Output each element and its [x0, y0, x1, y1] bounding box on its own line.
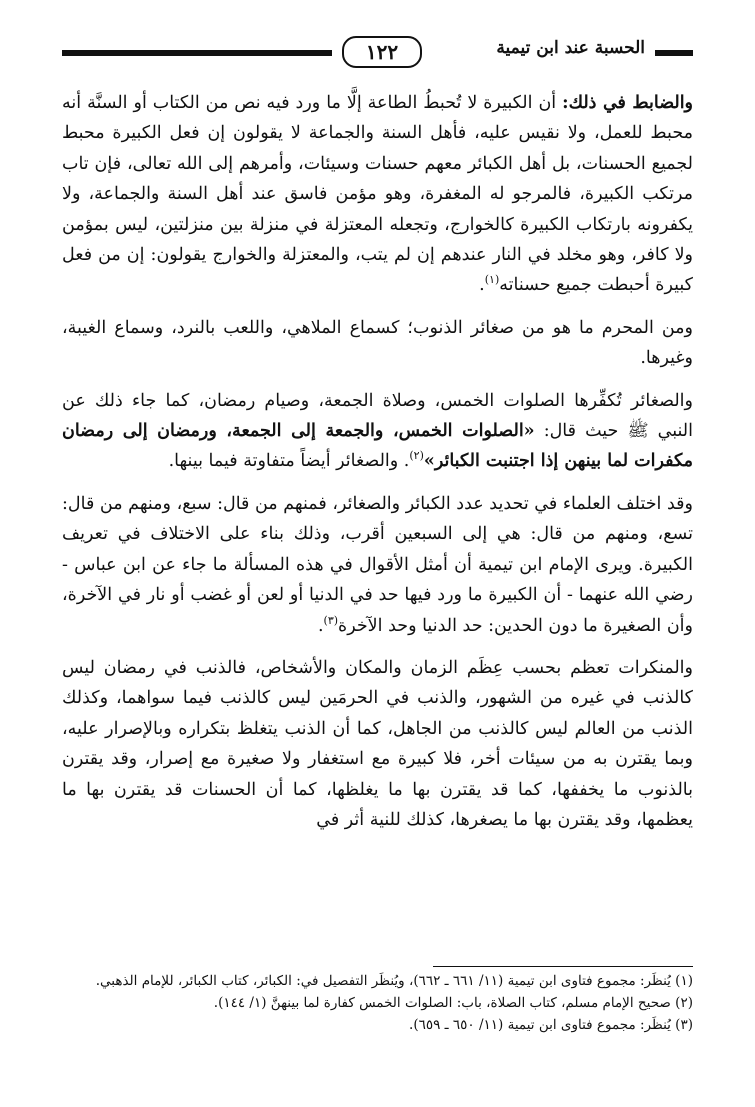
hadith-quote: «الصلوات الخمس، والجمعة إلى الجمعة، ورمضان إلى رمضان مكفرات لما بينهن إذا اجتنبت الكبائر» — [62, 421, 693, 472]
footnote-ref-2[interactable]: (٢) — [409, 449, 424, 463]
paragraph-1 — [62, 88, 693, 301]
footnote-separator — [433, 966, 693, 967]
paragraph-text: والمنكرات تعظم بحسب عِظَم الزمان والمكان والأشخاص، فالذنب في رمضان ليس كالذنب في غيره من الشهور، والذنب في الحرمَين ليس كالذنب فيما سواهما، وكذلك الذنب من العالم ليس كالذنب من الجاهل، كما أن الذنب يتغلظ بتكراره وبالإصرار عليه، وبما يقترن به من سيئات أخر، فلا كبيرة مع استغفار ولا صغيرة مع إصرار، وقد يقترن بالذنوب ما يخففها، كما قد يقترن بها ما يغلظها، كما أن الحسنات قد يقترن بها ما يعظمها، وقد يقترن بها ما يصغرها، كذلك للنية أثر في — [62, 657, 693, 830]
footnotes — [62, 970, 693, 1036]
footnote-1: (١) يُنظَر: مجموع فتاوى ابن تيمية (١١/ ٦٦١ ـ ٦٦٢)، ويُنظَر التفصيل في: الكبائر، كتاب الكبائر، للإمام الذهبي. — [95, 973, 693, 989]
header-rule-right — [655, 50, 693, 56]
paragraph-5 — [62, 653, 693, 835]
main-text — [62, 88, 693, 847]
paragraph-text: ومن المحرم ما هو من صغائر الذنوب؛ كسماع الملاهي، واللعب بالنرد، وسماع الغيبة، وغيرها. — [62, 317, 693, 369]
footnote-2: (٢) صحيح الإمام مسلم، كتاب الصلاة، باب: الصلوات الخمس كفارة لما بينهنَّ (١/ ١٤٤). — [213, 995, 693, 1011]
paragraph-text: أن الكبيرة لا تُحبطُ الطاعة إلَّا ما ورد فيه نص من الكتاب أو السنَّة أنه محبط للعمل، ولا نقيس عليه، فأهل السنة والجماعة لا يقولون إن فعل الكبيرة محبط لجميع الحسنات، بل أهل الكبائر معهم حسنات وسيئات، وأمرهم إلى الله تعالى، فإن تاب مرتكب الكبيرة، فالمرجو له المغفرة، وهو مؤمن فاسق عند أهل السنة والجماعة، ولا يكفرونه بارتكاب الكبيرة كالخوارج، وتجعله المعتزلة في منزلة بين منزلتين، ليس بمؤمن ولا كافر، وهو مخلد في النار عندهم إن لم يتب، والمعتزلة والخوارج يقولون: إن من فعل كبيرة أحبطت جميع حسناته — [62, 93, 693, 296]
footnote-3: (٣) يُنظَر: مجموع فتاوى ابن تيمية (١١/ ٦٥٠ ـ ٦٥٩). — [409, 1017, 693, 1033]
footnote-ref-1[interactable]: (١) — [484, 273, 500, 287]
paragraph-2 — [62, 313, 693, 374]
header-rule-left — [62, 50, 332, 56]
paragraph-3 — [62, 386, 693, 477]
paragraph-text: وقد اختلف العلماء في تحديد عدد الكبائر والصغائر، فمنهم من قال: سبع، ومنهم من قال: تسع، ومنهم من قال: هي إلى السبعين أقرب، وذلك بناء على الاختلاف في تعريف الكبيرة. ويرى الإمام ابن تيمية أن أمثل الأقوال في هذه المسألة ما جاء عن ابن عباس - رضي الله عنهما - أن الكبيرة ما ورد فيها حد في الدنيا أو لعن أو غضب أو نار في الآخرة، وأن الصغيرة ما دون الحدين: حد الدنيا وحد الآخرة — [62, 493, 693, 636]
paragraph-4 — [62, 489, 693, 641]
paragraph-lead: والضابط في ذلك: — [562, 93, 694, 113]
paragraph-tail: . — [317, 615, 324, 636]
header-title: الحسبة عند ابن تيمية — [496, 38, 645, 58]
page-number: ١٢٢ — [342, 36, 422, 68]
running-header — [62, 36, 693, 66]
paragraph-text: والصغائر تُكفِّرها الصلوات الخمس، وصلاة الجمعة، وصيام رمضان، كما جاء ذلك عن النبي ﷺ حيث قال: — [62, 390, 693, 442]
footnote-ref-3[interactable]: (٣) — [323, 613, 339, 627]
paragraph-tail: . والصغائر أيضاً متفاوتة فيما بينها. — [168, 451, 410, 472]
paragraph-tail: . — [479, 275, 485, 296]
